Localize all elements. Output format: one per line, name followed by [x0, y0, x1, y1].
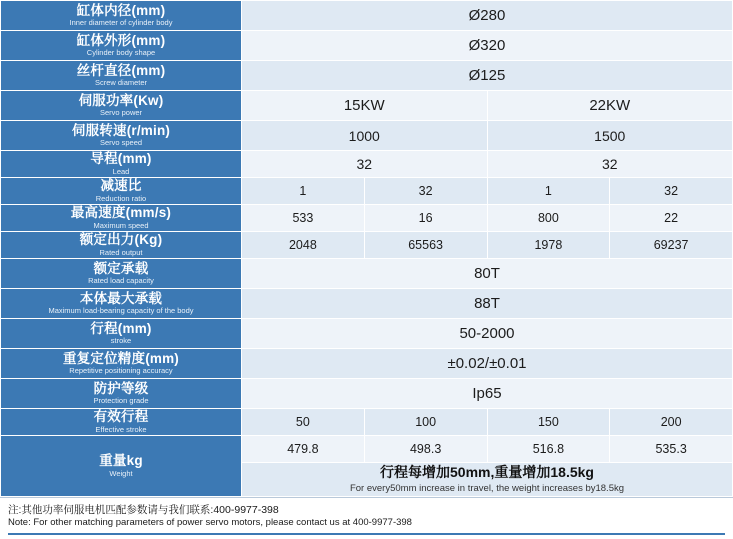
row-label [1, 31, 242, 61]
table-row [1, 319, 733, 349]
row-label-en: Maximum load-bearing capacity of the body [48, 306, 194, 316]
row-value: 150 [487, 409, 610, 436]
table-row [1, 289, 733, 319]
row-value: Ø320 [242, 31, 733, 61]
row-value: 498.3 [364, 436, 487, 463]
row-label-en: Maximum speed [93, 220, 149, 230]
row-value: 479.8 [242, 436, 365, 463]
row-label-cn: 重量kg [99, 453, 143, 469]
row-label [1, 379, 242, 409]
row-label [1, 319, 242, 349]
row-label-en: Servo power [99, 108, 143, 118]
row-value: 516.8 [487, 436, 610, 463]
row-label-cn: 伺服转速(r/min) [71, 122, 171, 138]
row-label-en: Servo speed [99, 138, 143, 148]
table-row [1, 121, 733, 151]
row-value: 535.3 [610, 436, 733, 463]
row-label-en: Effective stroke [95, 424, 147, 434]
row-value: 1 [487, 178, 610, 205]
row-label-weight [1, 436, 242, 497]
row-value: 533 [242, 205, 365, 232]
row-label-en: Reduction ratio [95, 193, 147, 203]
row-label [1, 91, 242, 121]
footer-note-en: Note: For other matching parameters of power servo motors, please contact us at 400-9977-398 [8, 517, 412, 529]
row-label-en: Lead [112, 166, 130, 176]
row-label-cn: 额定承载 [93, 260, 149, 276]
row-label-en: stroke [110, 336, 132, 346]
row-label-cn: 防护等级 [93, 380, 149, 396]
row-label-en: Screw diameter [94, 78, 148, 88]
footer-note-cn: 注:其他功率伺服电机匹配参数请与我们联系:400-9977-398 [8, 504, 279, 516]
table-row [1, 409, 733, 436]
row-value: 1 [242, 178, 365, 205]
row-label-cn: 缸体外形(mm) [76, 32, 166, 48]
row-value: 16 [364, 205, 487, 232]
row-label [1, 61, 242, 91]
row-label-cn: 额定出力(Kg) [79, 232, 163, 248]
row-label-cn: 有效行程 [93, 409, 149, 425]
table-row [1, 436, 733, 463]
row-label [1, 349, 242, 379]
table-row [1, 151, 733, 178]
row-value: 1978 [487, 232, 610, 259]
row-label [1, 289, 242, 319]
row-label-cn: 最高速度(mm/s) [70, 205, 172, 221]
row-value: 69237 [610, 232, 733, 259]
row-value: 22 [610, 205, 733, 232]
row-value: 15KW [242, 91, 488, 121]
row-value: 200 [610, 409, 733, 436]
row-value: 1000 [242, 121, 488, 151]
footer-note [0, 497, 733, 539]
row-label-cn: 缸体内径(mm) [76, 2, 166, 18]
row-label-cn: 丝杆直径(mm) [76, 62, 166, 78]
row-value: Ø125 [242, 61, 733, 91]
row-label-en: Inner diameter of cylinder body [69, 18, 173, 28]
table-row [1, 232, 733, 259]
table-row [1, 259, 733, 289]
table-row [1, 1, 733, 31]
row-value: 32 [487, 151, 733, 178]
row-label-en: Cylinder body shape [86, 48, 156, 58]
row-label [1, 205, 242, 232]
row-label [1, 121, 242, 151]
row-label-cn: 伺服功率(Kw) [78, 92, 164, 108]
table-row [1, 61, 733, 91]
row-label-cn: 行程(mm) [90, 320, 152, 336]
row-label [1, 232, 242, 259]
row-value: 32 [242, 151, 488, 178]
row-value: 100 [364, 409, 487, 436]
row-value: ±0.02/±0.01 [242, 349, 733, 379]
weight-note-cn: 行程每增加50mm,重量增加18.5kg [380, 463, 594, 480]
row-label-cn: 重复定位精度(mm) [63, 350, 179, 366]
row-label-en: Rated load capacity [88, 276, 154, 286]
row-value: 80T [242, 259, 733, 289]
row-label-cn: 本体最大承载 [79, 290, 163, 306]
row-value: 2048 [242, 232, 365, 259]
table-row [1, 205, 733, 232]
table-body [1, 1, 733, 497]
row-label [1, 178, 242, 205]
row-value: 32 [610, 178, 733, 205]
row-value: 32 [364, 178, 487, 205]
footer-accent-bar [8, 533, 725, 535]
row-label-en: Repetitive positioning accuracy [69, 366, 173, 376]
row-label-en: Weight [109, 468, 133, 478]
weight-note-cell [242, 463, 733, 497]
table-row [1, 31, 733, 61]
row-value: 50 [242, 409, 365, 436]
table-row [1, 379, 733, 409]
weight-note-en: For every50mm increase in travel, the weight increases by18.5kg [349, 483, 625, 495]
row-value: 65563 [364, 232, 487, 259]
row-value: 1500 [487, 121, 733, 151]
row-label-en: Protection grade [93, 396, 149, 406]
row-value: Ip65 [242, 379, 733, 409]
row-label [1, 259, 242, 289]
row-label-en: Rated output [99, 247, 143, 257]
row-value: 22KW [487, 91, 733, 121]
row-value: Ø280 [242, 1, 733, 31]
row-value: 800 [487, 205, 610, 232]
row-value: 50-2000 [242, 319, 733, 349]
row-label-cn: 减速比 [100, 178, 142, 194]
row-value: 88T [242, 289, 733, 319]
row-label-cn: 导程(mm) [90, 151, 152, 167]
table-row [1, 91, 733, 121]
row-label [1, 1, 242, 31]
table-row [1, 349, 733, 379]
row-label [1, 409, 242, 436]
row-label [1, 151, 242, 178]
table-row [1, 178, 733, 205]
